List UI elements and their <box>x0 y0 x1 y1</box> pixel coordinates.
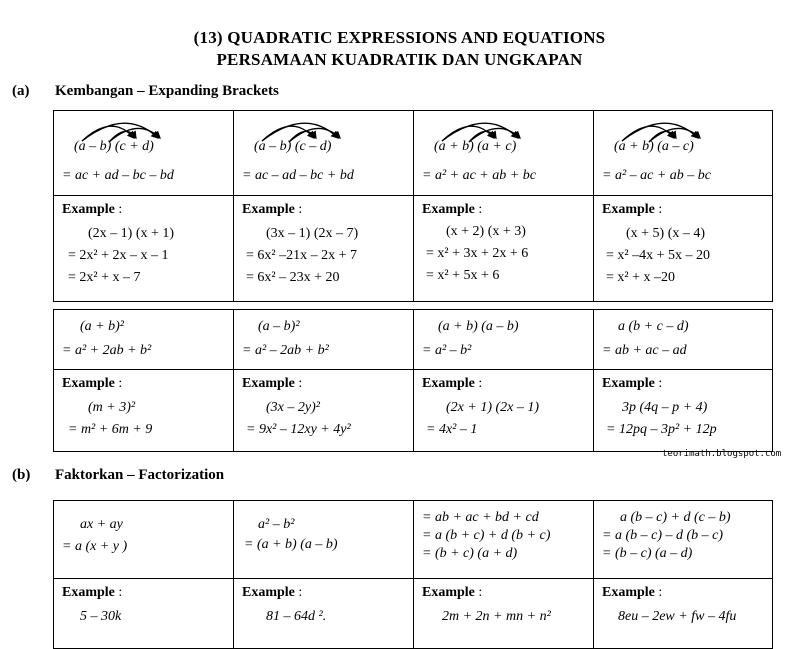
example-line: 3p (4q – p + 4) <box>622 400 708 415</box>
formula-cell <box>54 501 234 579</box>
formula-expression: (a – b)² <box>258 319 300 334</box>
formula-expression: a (b + c – d) <box>618 319 689 334</box>
expanding-table-2 <box>53 309 773 452</box>
example-cell <box>594 196 773 302</box>
formula-result: = a² – 2ab + b² <box>242 343 329 358</box>
expanding-table-1 <box>53 110 773 302</box>
section-b-marker: (b) <box>12 467 31 483</box>
formula-cell <box>414 501 594 579</box>
formula-cell <box>594 310 773 370</box>
formula-result: = a² – ac + ab – bc <box>602 168 712 183</box>
formula-expression: a² – b² <box>258 517 295 532</box>
example-label: Example : <box>62 376 123 391</box>
watermark-url: teorimath.blogspot.com <box>662 449 782 459</box>
example-line: 5 – 30k <box>80 609 122 624</box>
example-label: Example : <box>242 585 303 600</box>
example-line: 8eu – 2ew + fw – 4fu <box>618 609 737 624</box>
example-line: = x² + 3x + 2x + 6 <box>426 246 529 261</box>
formula-line: a (b – c) + d (c – b) <box>620 510 731 525</box>
formula-cell <box>414 310 594 370</box>
example-line: = m² + 6m + 9 <box>68 422 153 437</box>
formula-result: = a² – b² <box>422 343 472 358</box>
formula-result: = (a + b) (a – b) <box>244 537 338 552</box>
example-line: = 6x² –21x – 2x + 7 <box>246 248 357 263</box>
example-cell <box>234 370 414 452</box>
formula-result: = ac + ad – bc – bd <box>62 168 174 183</box>
formula-result: = ac – ad – bc + bd <box>242 168 354 183</box>
formula-expression: (a – b) (c + d) <box>74 139 154 154</box>
formula-result: = a² + ac + ab + bc <box>422 168 536 183</box>
formula-expression: (a + b) (a – b) <box>438 319 519 334</box>
example-line: = x² –4x + 5x – 20 <box>606 248 710 263</box>
formula-expression: (a + b)² <box>80 319 124 334</box>
example-line: (2x + 1) (2x – 1) <box>446 400 540 415</box>
example-line: 2m + 2n + mn + n² <box>442 609 551 624</box>
example-label: Example : <box>242 202 303 217</box>
example-cell <box>594 370 773 452</box>
example-cell <box>414 370 594 452</box>
formula-cell <box>234 501 414 579</box>
example-line: = 2x² + 2x – x – 1 <box>68 248 169 263</box>
formula-line: = a (b – c) – d (b – c) <box>602 528 724 543</box>
example-label: Example : <box>242 376 303 391</box>
formula-result: = a² + 2ab + b² <box>62 343 152 358</box>
example-line: = x² + x –20 <box>606 270 675 285</box>
example-line: = 4x² – 1 <box>426 422 478 437</box>
formula-result: = ab + ac – ad <box>602 343 687 358</box>
example-label: Example : <box>422 585 483 600</box>
example-label: Example : <box>62 585 123 600</box>
example-cell <box>414 196 594 302</box>
formula-cell <box>234 111 414 196</box>
example-line: = x² + 5x + 6 <box>426 268 500 283</box>
formula-cell <box>54 310 234 370</box>
formula-expression: (a + b) (a – c) <box>614 139 694 154</box>
formula-cell <box>594 501 773 579</box>
formula-cell <box>414 111 594 196</box>
example-label: Example : <box>422 202 483 217</box>
example-label: Example : <box>62 202 123 217</box>
formula-cell <box>594 111 773 196</box>
formula-line: = (b – c) (a – d) <box>602 546 693 561</box>
title-line-2: PERSAMAAN KUADRATIK DAN UNGKAPAN <box>216 50 583 69</box>
example-line: = 9x² – 12xy + 4y² <box>246 422 351 437</box>
formula-expression: ax + ay <box>80 517 123 532</box>
formula-line: = ab + ac + bd + cd <box>422 510 539 525</box>
example-cell <box>234 579 414 649</box>
formula-result: = a (x + y ) <box>62 539 128 554</box>
formula-line: = (b + c) (a + d) <box>422 546 518 561</box>
example-line: (x + 5) (x – 4) <box>626 226 706 241</box>
example-label: Example : <box>602 376 663 391</box>
example-cell <box>594 579 773 649</box>
factorization-table <box>53 500 773 649</box>
example-line: (x + 2) (x + 3) <box>446 224 526 239</box>
example-line: (m + 3)² <box>88 400 136 415</box>
section-b-heading: Faktorkan – Factorization <box>55 467 225 483</box>
example-cell <box>234 196 414 302</box>
example-cell <box>54 196 234 302</box>
example-label: Example : <box>422 376 483 391</box>
title-line-1: (13) QUADRATIC EXPRESSIONS AND EQUATIONS <box>193 28 606 47</box>
formula-expression: (a + b) (a + c) <box>434 139 517 154</box>
example-line: = 6x² – 23x + 20 <box>246 270 340 285</box>
example-cell <box>54 370 234 452</box>
example-label: Example : <box>602 202 663 217</box>
example-line: = 12pq – 3p² + 12p <box>606 422 717 437</box>
section-a-heading: Kembangan – Expanding Brackets <box>55 83 279 99</box>
example-line: 81 – 64d ². <box>266 609 327 624</box>
section-a-marker: (a) <box>12 83 30 99</box>
example-line: = 2x² + x – 7 <box>68 270 141 285</box>
example-line: (3x – 1) (2x – 7) <box>266 226 359 241</box>
example-label: Example : <box>602 585 663 600</box>
formula-cell <box>54 111 234 196</box>
example-cell <box>414 579 594 649</box>
formula-cell <box>234 310 414 370</box>
formula-line: = a (b + c) + d (b + c) <box>422 528 551 543</box>
example-line: (2x – 1) (x + 1) <box>88 226 175 241</box>
example-cell <box>54 579 234 649</box>
example-line: (3x – 2y)² <box>266 400 320 415</box>
formula-expression: (a – b) (c – d) <box>254 139 332 154</box>
